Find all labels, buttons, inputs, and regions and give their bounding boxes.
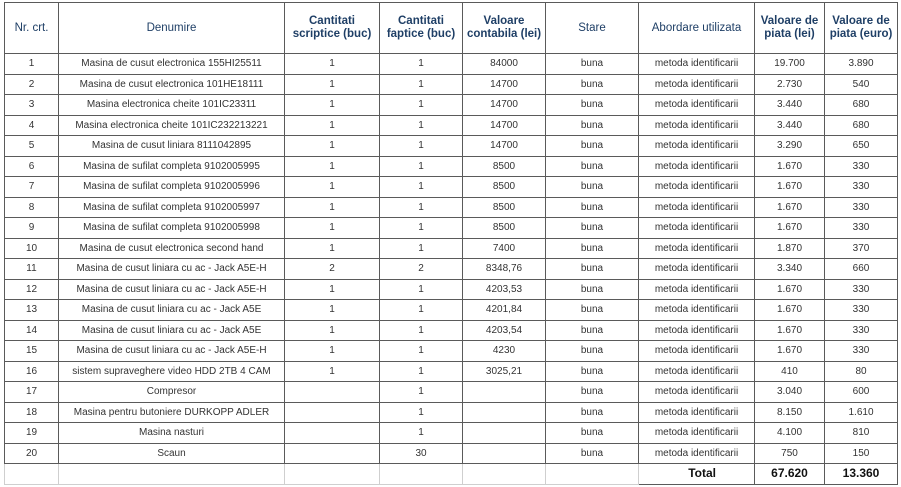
- total-lei: 67.620: [755, 464, 825, 485]
- cell-contabila: 8500: [463, 156, 546, 177]
- cell-scriptice: 1: [285, 177, 380, 198]
- cell-stare: buna: [546, 197, 639, 218]
- cell-piata-lei: 3.440: [755, 95, 825, 116]
- cell-scriptice: 1: [285, 54, 380, 75]
- cell-nr: 2: [5, 74, 59, 95]
- cell-abordare: metoda identificarii: [639, 177, 755, 198]
- cell-piata-lei: 3.340: [755, 259, 825, 280]
- header-piata-euro: Valoare de piata (euro): [825, 3, 898, 54]
- cell-piata-euro: 150: [825, 443, 898, 464]
- cell-piata-euro: 330: [825, 320, 898, 341]
- cell-faptice: 1: [380, 197, 463, 218]
- cell-faptice: 1: [380, 382, 463, 403]
- cell-piata-euro: 540: [825, 74, 898, 95]
- table-body: [5, 54, 898, 464]
- cell-nr: 14: [5, 320, 59, 341]
- cell-abordare: metoda identificarii: [639, 361, 755, 382]
- cell-contabila: 14700: [463, 115, 546, 136]
- cell-piata-euro: 660: [825, 259, 898, 280]
- cell-scriptice: 2: [285, 259, 380, 280]
- cell-denumire: Scaun: [59, 443, 285, 464]
- cell-abordare: metoda identificarii: [639, 197, 755, 218]
- total-row-empty-cell: [380, 464, 463, 485]
- cell-nr: 10: [5, 238, 59, 259]
- cell-abordare: metoda identificarii: [639, 300, 755, 321]
- cell-faptice: 1: [380, 300, 463, 321]
- cell-abordare: metoda identificarii: [639, 423, 755, 444]
- cell-piata-euro: 330: [825, 156, 898, 177]
- cell-contabila: 4230: [463, 341, 546, 362]
- table-row: [5, 156, 898, 177]
- cell-nr: 9: [5, 218, 59, 239]
- cell-stare: buna: [546, 443, 639, 464]
- cell-piata-lei: 1.670: [755, 156, 825, 177]
- table-row: [5, 74, 898, 95]
- cell-piata-euro: 330: [825, 341, 898, 362]
- cell-scriptice: 1: [285, 279, 380, 300]
- cell-piata-euro: 370: [825, 238, 898, 259]
- total-row-empty-cell: [285, 464, 380, 485]
- cell-piata-lei: 1.670: [755, 279, 825, 300]
- cell-scriptice: [285, 443, 380, 464]
- cell-nr: 5: [5, 136, 59, 157]
- cell-nr: 20: [5, 443, 59, 464]
- cell-nr: 13: [5, 300, 59, 321]
- cell-stare: buna: [546, 300, 639, 321]
- cell-stare: buna: [546, 238, 639, 259]
- cell-denumire: Masina de cusut electronica 101HE18111: [59, 74, 285, 95]
- cell-stare: buna: [546, 115, 639, 136]
- table-row: [5, 443, 898, 464]
- cell-stare: buna: [546, 279, 639, 300]
- cell-contabila: 3025,21: [463, 361, 546, 382]
- total-row: [5, 464, 898, 485]
- cell-faptice: 1: [380, 54, 463, 75]
- cell-piata-lei: 1.670: [755, 177, 825, 198]
- cell-contabila: 8500: [463, 197, 546, 218]
- cell-piata-lei: 1.670: [755, 218, 825, 239]
- cell-faptice: 1: [380, 177, 463, 198]
- cell-piata-lei: 3.040: [755, 382, 825, 403]
- total-label: Total: [639, 464, 755, 485]
- header-stare: Stare: [546, 3, 639, 54]
- cell-denumire: Masina pentru butoniere DURKOPP ADLER: [59, 402, 285, 423]
- cell-contabila: [463, 423, 546, 444]
- inventory-valuation-table: [4, 2, 898, 485]
- cell-contabila: [463, 443, 546, 464]
- table-row: [5, 197, 898, 218]
- total-row-empty-cell: [5, 464, 59, 485]
- cell-scriptice: [285, 382, 380, 403]
- cell-faptice: 1: [380, 156, 463, 177]
- cell-scriptice: 1: [285, 95, 380, 116]
- cell-nr: 6: [5, 156, 59, 177]
- cell-stare: buna: [546, 423, 639, 444]
- cell-denumire: Masina de cusut liniara cu ac - Jack A5E: [59, 300, 285, 321]
- cell-stare: buna: [546, 402, 639, 423]
- cell-denumire: Masina de cusut electronica second hand: [59, 238, 285, 259]
- cell-abordare: metoda identificarii: [639, 156, 755, 177]
- cell-contabila: 14700: [463, 95, 546, 116]
- cell-piata-lei: 19.700: [755, 54, 825, 75]
- cell-contabila: 8500: [463, 218, 546, 239]
- cell-nr: 15: [5, 341, 59, 362]
- cell-contabila: [463, 402, 546, 423]
- cell-stare: buna: [546, 320, 639, 341]
- cell-abordare: metoda identificarii: [639, 136, 755, 157]
- cell-contabila: 84000: [463, 54, 546, 75]
- cell-piata-lei: 4.100: [755, 423, 825, 444]
- cell-piata-euro: 680: [825, 115, 898, 136]
- header-piata-lei: Valoare de piata (lei): [755, 3, 825, 54]
- cell-scriptice: 1: [285, 197, 380, 218]
- cell-piata-euro: 330: [825, 300, 898, 321]
- cell-piata-euro: 680: [825, 95, 898, 116]
- cell-piata-lei: 1.670: [755, 197, 825, 218]
- cell-piata-euro: 600: [825, 382, 898, 403]
- table-row: [5, 279, 898, 300]
- cell-abordare: metoda identificarii: [639, 341, 755, 362]
- cell-denumire: Masina de cusut liniara cu ac - Jack A5E-H: [59, 259, 285, 280]
- cell-scriptice: 1: [285, 341, 380, 362]
- cell-abordare: metoda identificarii: [639, 382, 755, 403]
- header-row: [5, 3, 898, 54]
- cell-denumire: Masina de cusut electronica 155HI25511: [59, 54, 285, 75]
- cell-denumire: Compresor: [59, 382, 285, 403]
- cell-nr: 17: [5, 382, 59, 403]
- cell-denumire: sistem supraveghere video HDD 2TB 4 CAM: [59, 361, 285, 382]
- cell-contabila: 8500: [463, 177, 546, 198]
- cell-piata-euro: 330: [825, 177, 898, 198]
- cell-scriptice: 1: [285, 74, 380, 95]
- table-row: [5, 136, 898, 157]
- cell-contabila: 4203,54: [463, 320, 546, 341]
- total-euro: 13.360: [825, 464, 898, 485]
- cell-nr: 3: [5, 95, 59, 116]
- header-nr: Nr. crt.: [5, 3, 59, 54]
- table-row: [5, 115, 898, 136]
- cell-abordare: metoda identificarii: [639, 320, 755, 341]
- table-row: [5, 423, 898, 444]
- cell-abordare: metoda identificarii: [639, 74, 755, 95]
- cell-contabila: 14700: [463, 74, 546, 95]
- cell-denumire: Masina de sufilat completa 9102005995: [59, 156, 285, 177]
- cell-piata-euro: 330: [825, 279, 898, 300]
- cell-piata-lei: 2.730: [755, 74, 825, 95]
- cell-stare: buna: [546, 54, 639, 75]
- cell-stare: buna: [546, 95, 639, 116]
- cell-contabila: 8348,76: [463, 259, 546, 280]
- cell-faptice: 1: [380, 74, 463, 95]
- cell-contabila: 7400: [463, 238, 546, 259]
- cell-abordare: metoda identificarii: [639, 218, 755, 239]
- cell-piata-lei: 3.440: [755, 115, 825, 136]
- cell-abordare: metoda identificarii: [639, 238, 755, 259]
- cell-contabila: 4203,53: [463, 279, 546, 300]
- cell-denumire: Masina electronica cheite 101IC23311: [59, 95, 285, 116]
- cell-piata-euro: 650: [825, 136, 898, 157]
- cell-faptice: 1: [380, 361, 463, 382]
- cell-scriptice: 1: [285, 156, 380, 177]
- cell-nr: 4: [5, 115, 59, 136]
- table-row: [5, 238, 898, 259]
- cell-scriptice: 1: [285, 218, 380, 239]
- total-row-empty-cell: [546, 464, 639, 485]
- cell-piata-euro: 1.610: [825, 402, 898, 423]
- total-row-empty-cell: [463, 464, 546, 485]
- cell-denumire: Masina de sufilat completa 9102005998: [59, 218, 285, 239]
- cell-denumire: Masina de cusut liniara cu ac - Jack A5E-H: [59, 341, 285, 362]
- cell-piata-lei: 1.670: [755, 300, 825, 321]
- cell-denumire: Masina de sufilat completa 9102005997: [59, 197, 285, 218]
- cell-scriptice: 1: [285, 300, 380, 321]
- cell-contabila: 4201,84: [463, 300, 546, 321]
- cell-faptice: 1: [380, 279, 463, 300]
- cell-denumire: Masina nasturi: [59, 423, 285, 444]
- table-row: [5, 177, 898, 198]
- total-row-empty-cell: [59, 464, 285, 485]
- cell-nr: 7: [5, 177, 59, 198]
- cell-nr: 12: [5, 279, 59, 300]
- table-row: [5, 218, 898, 239]
- cell-stare: buna: [546, 382, 639, 403]
- table-row: [5, 54, 898, 75]
- cell-faptice: 1: [380, 423, 463, 444]
- cell-stare: buna: [546, 341, 639, 362]
- table-row: [5, 259, 898, 280]
- cell-faptice: 30: [380, 443, 463, 464]
- cell-stare: buna: [546, 218, 639, 239]
- cell-nr: 19: [5, 423, 59, 444]
- table-row: [5, 341, 898, 362]
- cell-faptice: 1: [380, 95, 463, 116]
- cell-faptice: 1: [380, 238, 463, 259]
- cell-scriptice: 1: [285, 115, 380, 136]
- cell-faptice: 1: [380, 402, 463, 423]
- cell-denumire: Masina de cusut liniara cu ac - Jack A5E-H: [59, 279, 285, 300]
- cell-piata-euro: 3.890: [825, 54, 898, 75]
- cell-denumire: Masina electronica cheite 101IC232213221: [59, 115, 285, 136]
- cell-faptice: 1: [380, 320, 463, 341]
- header-abordare: Abordare utilizata: [639, 3, 755, 54]
- table-row: [5, 361, 898, 382]
- cell-denumire: Masina de cusut liniara cu ac - Jack A5E: [59, 320, 285, 341]
- cell-denumire: Masina de cusut liniara 8111042895: [59, 136, 285, 157]
- cell-piata-euro: 810: [825, 423, 898, 444]
- header-contabila: Valoare contabila (lei): [463, 3, 546, 54]
- cell-nr: 1: [5, 54, 59, 75]
- cell-stare: buna: [546, 361, 639, 382]
- cell-piata-lei: 1.870: [755, 238, 825, 259]
- cell-faptice: 1: [380, 218, 463, 239]
- cell-abordare: metoda identificarii: [639, 259, 755, 280]
- cell-piata-euro: 330: [825, 197, 898, 218]
- cell-scriptice: 1: [285, 361, 380, 382]
- header-denumire: Denumire: [59, 3, 285, 54]
- cell-piata-lei: 8.150: [755, 402, 825, 423]
- cell-piata-lei: 750: [755, 443, 825, 464]
- cell-faptice: 1: [380, 341, 463, 362]
- cell-stare: buna: [546, 136, 639, 157]
- cell-contabila: [463, 382, 546, 403]
- cell-scriptice: [285, 402, 380, 423]
- cell-piata-euro: 80: [825, 361, 898, 382]
- cell-abordare: metoda identificarii: [639, 443, 755, 464]
- cell-contabila: 14700: [463, 136, 546, 157]
- cell-nr: 18: [5, 402, 59, 423]
- cell-denumire: Masina de sufilat completa 9102005996: [59, 177, 285, 198]
- cell-stare: buna: [546, 156, 639, 177]
- table-row: [5, 95, 898, 116]
- cell-scriptice: [285, 423, 380, 444]
- cell-piata-euro: 330: [825, 218, 898, 239]
- cell-faptice: 1: [380, 115, 463, 136]
- cell-piata-lei: 3.290: [755, 136, 825, 157]
- cell-nr: 8: [5, 197, 59, 218]
- cell-piata-lei: 1.670: [755, 320, 825, 341]
- cell-scriptice: 1: [285, 136, 380, 157]
- cell-faptice: 1: [380, 136, 463, 157]
- cell-stare: buna: [546, 259, 639, 280]
- header-scriptice: Cantitati scriptice (buc): [285, 3, 380, 54]
- table-row: [5, 320, 898, 341]
- cell-abordare: metoda identificarii: [639, 279, 755, 300]
- cell-scriptice: 1: [285, 320, 380, 341]
- cell-nr: 11: [5, 259, 59, 280]
- cell-scriptice: 1: [285, 238, 380, 259]
- cell-piata-lei: 410: [755, 361, 825, 382]
- valuation-table-sheet: [4, 2, 897, 485]
- table-row: [5, 402, 898, 423]
- table-row: [5, 382, 898, 403]
- cell-abordare: metoda identificarii: [639, 115, 755, 136]
- cell-stare: buna: [546, 177, 639, 198]
- cell-piata-lei: 1.670: [755, 341, 825, 362]
- cell-faptice: 2: [380, 259, 463, 280]
- cell-stare: buna: [546, 74, 639, 95]
- cell-abordare: metoda identificarii: [639, 54, 755, 75]
- cell-abordare: metoda identificarii: [639, 95, 755, 116]
- header-faptice: Cantitati faptice (buc): [380, 3, 463, 54]
- cell-nr: 16: [5, 361, 59, 382]
- table-row: [5, 300, 898, 321]
- cell-abordare: metoda identificarii: [639, 402, 755, 423]
